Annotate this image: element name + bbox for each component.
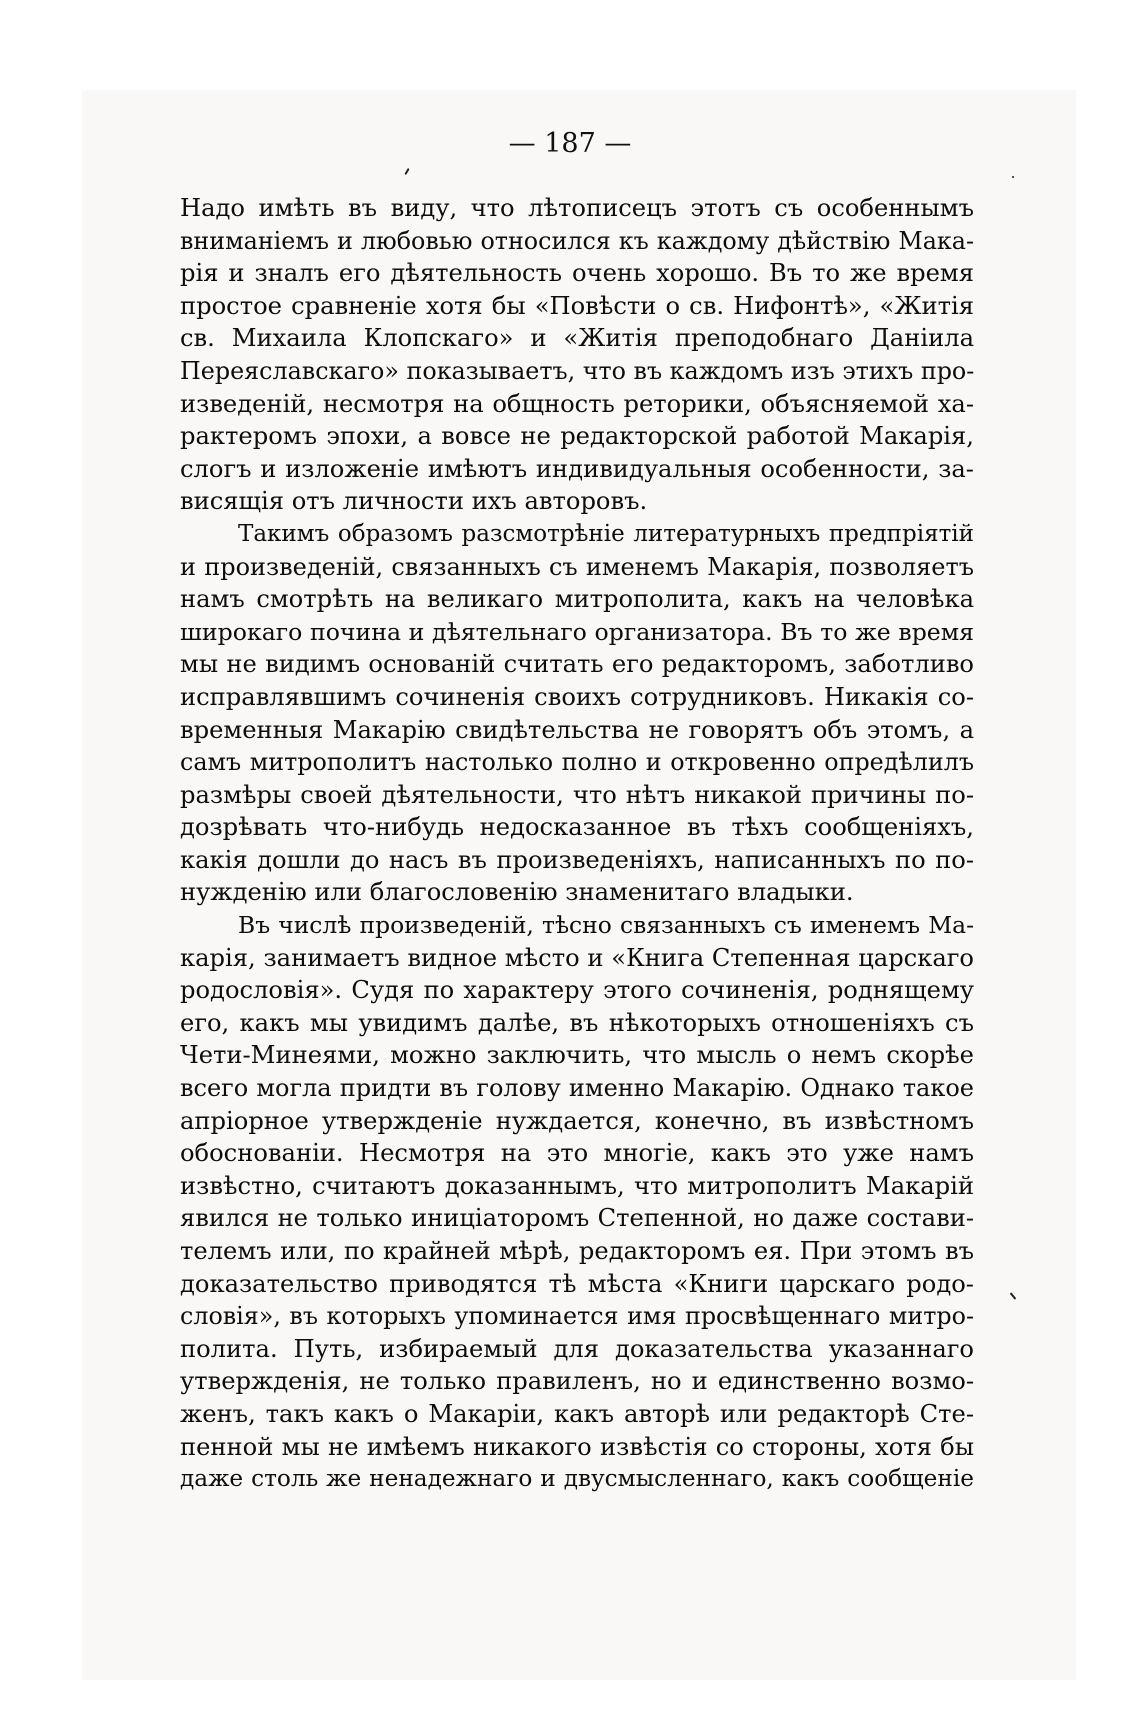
text-line: размѣры своей дѣятельности, что нѣтъ никакой причины по- [180,780,974,809]
text-line: Переяславскаго» показываетъ, что въ каждомъ изъ этихъ про- [180,356,975,385]
text-line: нужденію или благословенію знаменитаго владыки. [180,878,854,907]
text-line: пенной мы не имѣемъ никакого извѣстія со стороны, хотя бы [180,1432,974,1461]
text-line: Чети-Минеями, можно заключить, что мысль о немъ скорѣе [180,1041,974,1070]
text-line: словія», въ которыхъ упоминается имя просвѣщеннаго митро- [180,1302,974,1331]
text-line: вниманіемъ и любовью относился къ каждому дѣйствію Мака- [180,226,974,255]
text-line: намъ смотрѣть на великаго митрополита, какъ на человѣка [180,585,974,614]
text-line: временныя Макарію свидѣтельства не говорятъ объ этомъ, а [180,715,974,744]
text-line: апріорное утвержденіе нуждается, конечно, въ извѣстномъ [180,1106,974,1135]
text-line: и произведеній, связанныхъ съ именемъ Макарія, позволяетъ [180,552,974,581]
text-line: доказательство приводятся тѣ мѣста «Книги царскаго родо- [180,1269,974,1298]
text-line: дозрѣвать что-нибудь недосказанное въ тѣхъ сообщеніяхъ, [180,813,974,842]
text-line: слогъ и изложеніе имѣютъ индивидуальныя особенности, за- [180,454,974,483]
paragraph-first-line: Въ числѣ произведеній, тѣсно связанныхъ съ именемъ Ма- [238,911,974,940]
text-line: св. Михаила Клопскаго» и «Житія преподобнаго Даніила [180,324,974,353]
text-line: рактеромъ эпохи, а вовсе не редакторской работой Макарія, [180,422,974,451]
text-line: женъ, такъ какъ о Макаріи, какъ авторѣ или редакторѣ Сте- [180,1399,974,1428]
text-line: исправлявшимъ сочиненія своихъ сотрудниковъ. Никакія со- [180,682,974,711]
text-line: Надо имѣть въ виду, что лѣтописецъ этотъ съ особеннымъ [180,194,974,222]
text-line: изведеній, несмотря на общность реторики, объясняемой ха- [180,389,974,418]
text-line: извѣстно, считаютъ доказаннымъ, что митрополитъ Макарій [180,1171,974,1200]
text-line: мы не видимъ основаній считать его редакторомъ, заботливо [180,650,974,679]
page-number: — 187 — [508,128,632,159]
text-line: явился не только иниціаторомъ Степенной, но даже состави- [180,1204,974,1233]
text-line: полита. Путь, избираемый для доказательства указаннаго [180,1334,974,1363]
text-line: его, какъ мы увидимъ далѣе, въ нѣкоторыхъ отношеніяхъ съ [180,1008,974,1037]
paragraph-first-line: Такимъ образомъ разсмотрѣніе литературныхъ предпріятій [238,520,974,547]
text-line: телемъ или, по крайней мѣрѣ, редакторомъ ея. При этомъ въ [180,1237,974,1265]
body-text [180,192,974,1496]
text-line: родословія». Судя по характеру этого сочиненія, роднящему [180,976,974,1005]
scan-speck [1012,176,1014,178]
text-line: карія, занимаетъ видное мѣсто и «Книга Степенная царскаго [180,943,974,972]
text-line: утвержденія, не только правиленъ, но и единственно возмо- [180,1367,974,1396]
text-line: простое сравненіе хотя бы «Повѣсти о св. Нифонтѣ», «Житія [180,291,974,320]
text-line: всего могла придти въ голову именно Макарію. Однако такое [180,1074,974,1103]
text-line: широкаго почина и дѣятельнаго организатора. Въ то же время [180,617,974,646]
text-line: какія дошли до насъ въ произведеніяхъ, написанныхъ по по- [180,845,974,874]
text-line: обоснованіи. Несмотря на это многіе, какъ это уже намъ [180,1139,974,1168]
text-line: самъ митрополитъ настолько полно и откровенно опредѣлилъ [180,748,974,777]
text-line: рія и зналъ его дѣятельность очень хорошо. Въ то же время [180,259,974,288]
text-line: даже столь же ненадежнаго и двусмысленнаго, какъ сообщеніе [180,1465,974,1493]
text-line: висящія отъ личности ихъ авторовъ. [180,487,648,516]
